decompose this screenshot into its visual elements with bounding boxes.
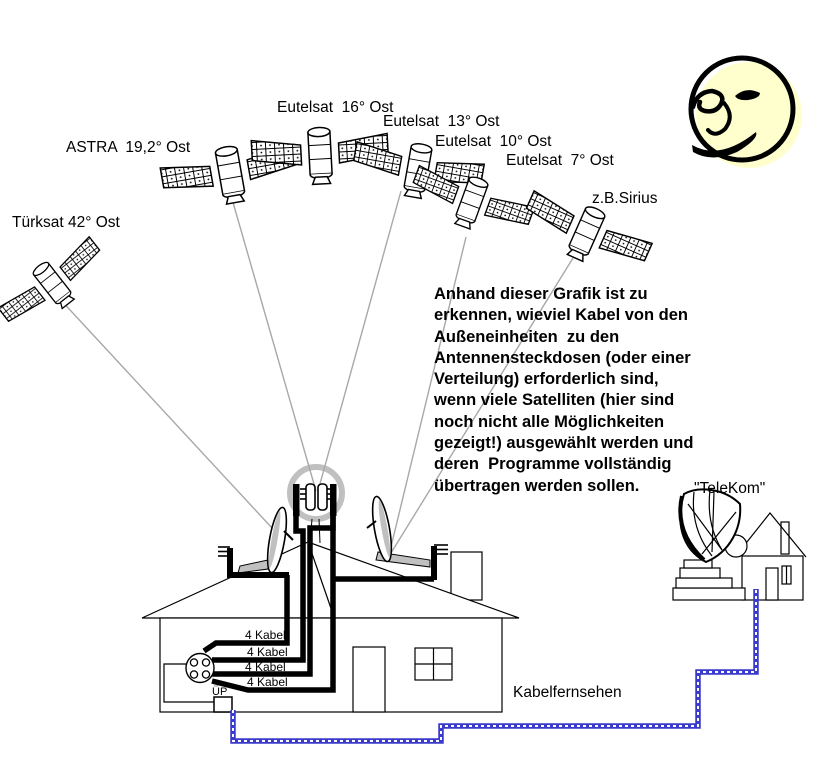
satellite-turksat xyxy=(0,230,114,339)
house-door xyxy=(353,647,385,712)
label-eutelsat10: Eutelsat 10° Ost xyxy=(435,133,552,150)
label-sirius: z.B.Sirius xyxy=(592,190,658,207)
label-kabelfernsehen: Kabelfernsehen xyxy=(513,684,622,701)
label-astra: ASTRA 19,2° Ost xyxy=(66,139,191,156)
uep-box xyxy=(214,697,232,712)
label-4kabel-3: 4 Kabel xyxy=(245,660,286,674)
telekom-station xyxy=(673,489,806,600)
label-telekom: "TeleKom" xyxy=(694,480,766,497)
distribution-multiswitch xyxy=(186,654,214,683)
label-4kabel-4: 4 Kabel xyxy=(247,675,288,689)
chimney xyxy=(451,552,482,600)
label-4kabel-2: 4 Kabel xyxy=(247,645,288,659)
label-eutelsat16: Eutelsat 16° Ost xyxy=(277,99,394,116)
moon-face xyxy=(691,58,802,168)
label-eutelsat7: Eutelsat 7° Ost xyxy=(506,152,614,169)
explanation-paragraph: Anhand dieser Grafik ist zu erkennen, wieviel Kabel von den Außeneinheiten zu den Antennensteckdosen (oder einer Verteilung) erforderlich sind, wenn viele Satelliten (hier sind noch nicht alle Möglichkeiten gezeigt!) ausgewählt werden und deren Programme vollständig übertragen werden sollen. xyxy=(434,285,694,495)
label-uep: ÜP xyxy=(212,686,228,698)
telekom-door xyxy=(766,568,778,600)
label-turksat: Türksat 42° Ost xyxy=(12,214,120,231)
label-eutelsat13: Eutelsat 13° Ost xyxy=(383,113,500,130)
label-4kabel-1: 4 Kabel xyxy=(245,628,286,642)
